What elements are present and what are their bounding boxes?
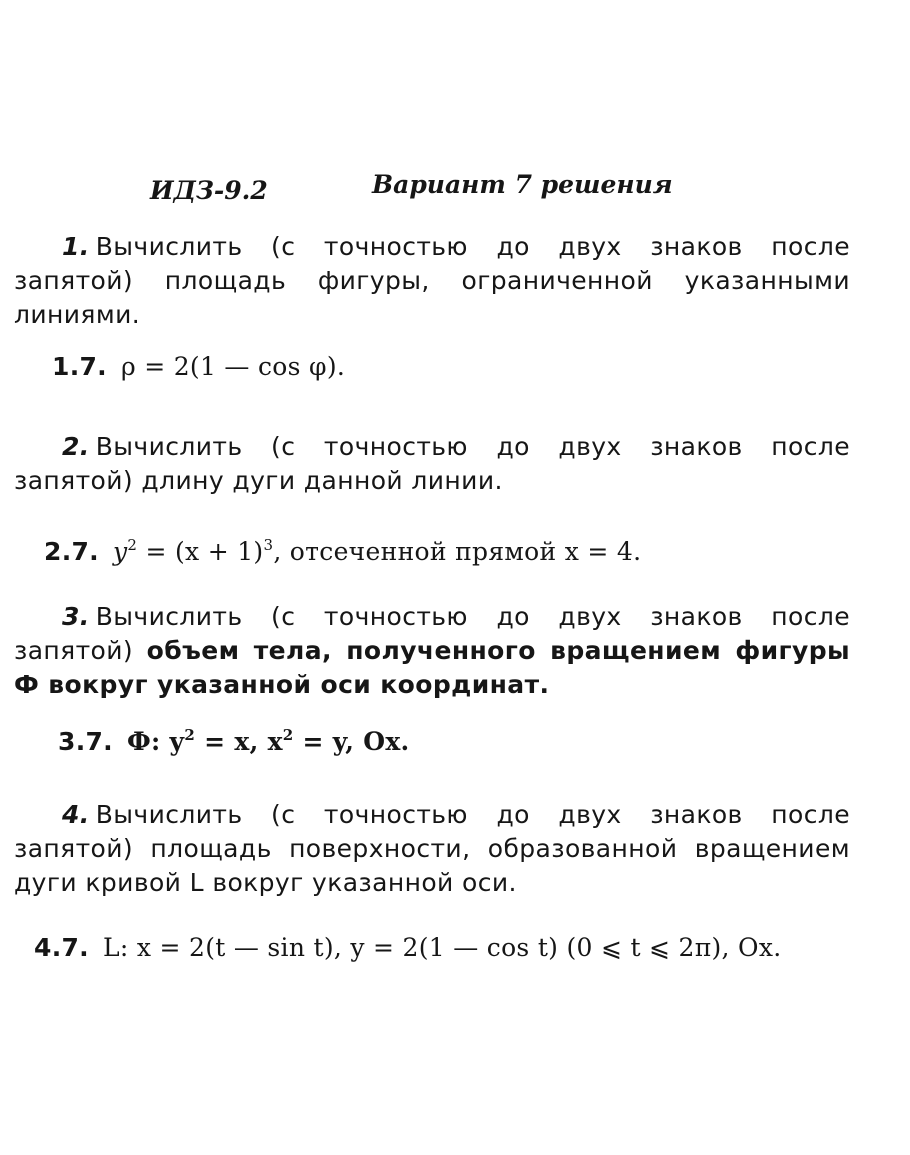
task-3-text-b: объем тела, полученного вращением фигуры Ф вокруг указанной оси координат. — [14, 636, 850, 699]
task-1-formula — [52, 352, 345, 381]
task-4-text: Вычислить (с точностью до двух знаков после запятой) площадь поверхности, образованной вращением дуги кривой L вокруг указанной оси. — [14, 800, 850, 897]
task-4-formula-expression: L: x = 2(t — sin t), y = 2(1 — cos t) (0 ⩽ t ⩽ 2π), Ox. — [102, 933, 782, 962]
document-header — [150, 170, 710, 214]
task-1-number: 1. — [62, 232, 90, 261]
task-3-number: 3. — [62, 602, 90, 631]
task-2-formula-lhs: y — [112, 537, 128, 566]
task-4-formula-number: 4.7. — [34, 933, 89, 962]
task-4-statement — [14, 798, 850, 900]
task-1-formula-expression: ρ = 2(1 — cos φ). — [120, 352, 346, 381]
task-2-formula — [44, 537, 641, 566]
task-3-formula-part-b: = x, x — [195, 727, 283, 756]
task-3-formula-part-a: Ф: y — [126, 727, 185, 756]
task-4-number: 4. — [62, 800, 90, 829]
task-2-formula-number: 2.7. — [44, 537, 99, 566]
task-2-text: Вычислить (с точностью до двух знаков после запятой) длину дуги данной линии. — [14, 432, 850, 495]
task-2-number: 2. — [62, 432, 90, 461]
task-1-formula-number: 1.7. — [52, 352, 107, 381]
task-2-formula-lhs-exponent: 2 — [127, 536, 138, 554]
task-2-formula-rest: , отсеченной прямой x = 4. — [273, 537, 642, 566]
task-2-formula-middle-exponent: 3 — [263, 536, 274, 554]
task-3-formula-exponent-b: 2 — [282, 726, 294, 744]
task-1-text: Вычислить (с точностью до двух знаков после запятой) площадь фигуры, ограниченной указанными линиями. — [14, 232, 850, 329]
task-3-formula-exponent-a: 2 — [184, 726, 196, 744]
task-4-formula — [34, 933, 781, 962]
task-2-formula-middle: = (x + 1) — [137, 537, 264, 566]
task-2-statement — [14, 430, 850, 498]
variant-title: Вариант 7 решения — [372, 170, 673, 199]
task-3-formula — [58, 727, 410, 756]
task-3-text-a: Вычислить (с точностью до двух знаков после запятой) — [14, 602, 850, 665]
task-3-formula-part-c: = y, Ox. — [293, 727, 410, 756]
assignment-code: ИДЗ-9.2 — [150, 176, 268, 205]
task-3-statement — [14, 600, 850, 702]
task-1-statement — [14, 230, 850, 332]
task-3-formula-number: 3.7. — [58, 727, 113, 756]
